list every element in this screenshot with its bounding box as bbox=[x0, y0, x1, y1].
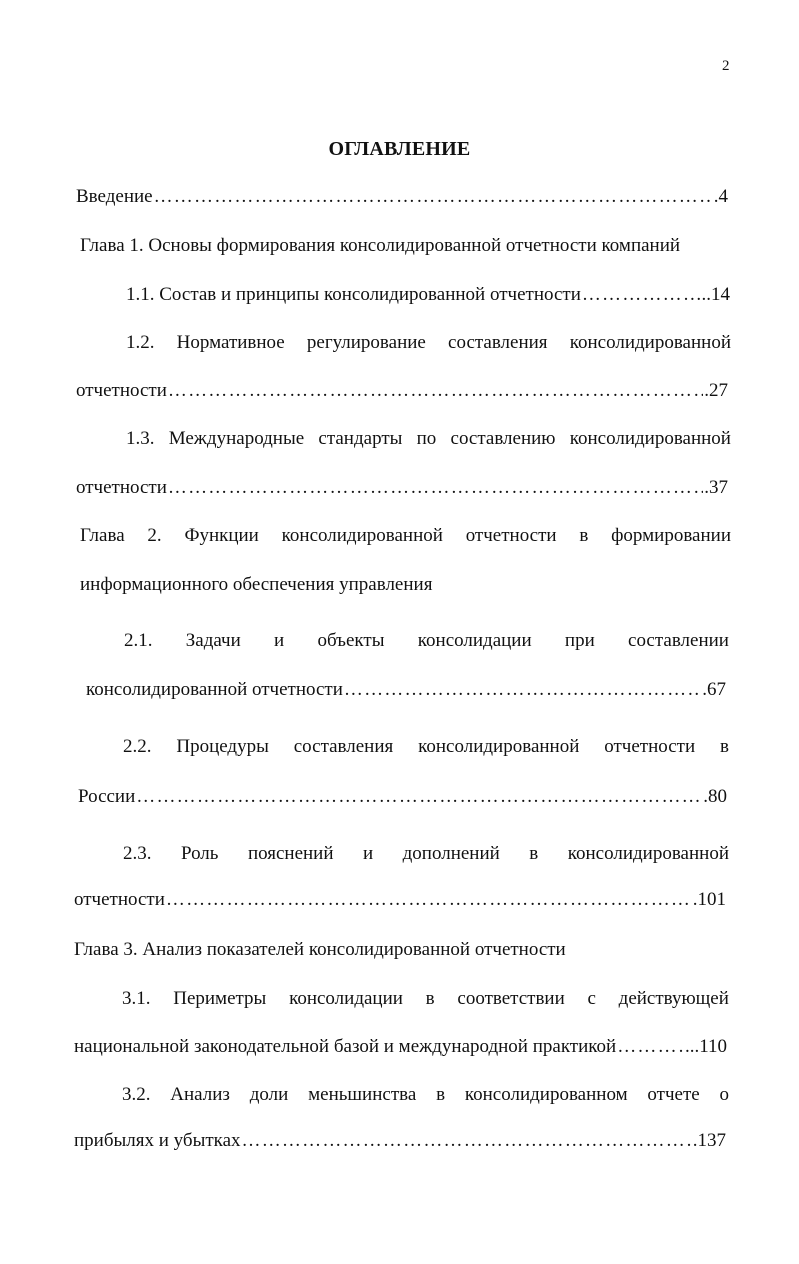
toc-word: консолидированной bbox=[567, 843, 729, 864]
toc-leader-dots bbox=[582, 284, 701, 306]
toc-word: 2.3. bbox=[123, 843, 152, 864]
toc-word: Задачи bbox=[185, 630, 241, 651]
toc-word: меньшинства bbox=[308, 1084, 417, 1105]
toc-word: при bbox=[564, 630, 595, 651]
toc-page-number: .101 bbox=[692, 889, 726, 910]
toc-page-number: .80 bbox=[703, 786, 727, 807]
toc-word: Анализ bbox=[170, 1084, 230, 1105]
toc-page-number: ..14 bbox=[701, 284, 730, 305]
toc-page-number: .27 bbox=[704, 380, 728, 401]
toc-word: 3.1. bbox=[122, 988, 151, 1009]
toc-entry-3-1-line1[interactable] bbox=[122, 988, 729, 1010]
toc-word: 2. bbox=[147, 525, 162, 546]
toc-entry-3-1-line2[interactable] bbox=[74, 1036, 727, 1058]
toc-word: консолидации bbox=[417, 630, 532, 651]
toc-word: 1.3. bbox=[126, 428, 155, 449]
toc-word: соответствии bbox=[457, 988, 565, 1009]
toc-word: консолидации bbox=[289, 988, 403, 1009]
toc-entry-1-1[interactable] bbox=[126, 284, 730, 306]
toc-word: Процедуры bbox=[176, 736, 269, 757]
toc-word: о bbox=[719, 1084, 729, 1105]
toc-entry-2-3-line2[interactable] bbox=[74, 889, 726, 911]
toc-page-number: .4 bbox=[713, 186, 728, 207]
toc-word: отчете bbox=[647, 1084, 700, 1105]
toc-word: в bbox=[529, 843, 539, 864]
toc-word: составлению bbox=[450, 428, 556, 449]
toc-word: дополнений bbox=[402, 843, 500, 864]
toc-word: Нормативное bbox=[176, 332, 285, 353]
toc-entry-2-1-line2[interactable] bbox=[86, 679, 726, 701]
toc-leader-dots bbox=[136, 786, 702, 808]
toc-word: в bbox=[425, 988, 435, 1009]
toc-word: консолидированной bbox=[569, 428, 731, 449]
toc-entry-1-2-line1[interactable] bbox=[126, 332, 731, 354]
toc-leader-dots bbox=[617, 1036, 684, 1058]
toc-label: отчетности bbox=[76, 477, 167, 498]
toc-word: отчетности bbox=[604, 736, 696, 757]
toc-entry-intro[interactable] bbox=[76, 186, 728, 208]
toc-word: Функции bbox=[184, 525, 259, 546]
toc-label: отчетности bbox=[76, 380, 167, 401]
page-title: ОГЛАВЛЕНИЕ bbox=[328, 138, 471, 160]
toc-chapter-3[interactable]: Глава 3. Анализ показателей консолидированной отчетности bbox=[74, 939, 566, 960]
toc-word: 3.2. bbox=[122, 1084, 151, 1105]
toc-label: национальной законодательной базой и международной практикой bbox=[74, 1036, 617, 1057]
toc-word: доли bbox=[249, 1084, 289, 1105]
toc-word: регулирование bbox=[306, 332, 426, 353]
toc-label: прибылях и убытках bbox=[74, 1130, 241, 1151]
toc-word: консолидированной bbox=[281, 525, 443, 546]
toc-word: 2.2. bbox=[123, 736, 152, 757]
toc-word: Глава bbox=[80, 525, 125, 546]
toc-word: и bbox=[274, 630, 285, 651]
toc-word: Периметры bbox=[173, 988, 267, 1009]
toc-word: по bbox=[416, 428, 437, 449]
toc-word: действующей bbox=[618, 988, 729, 1009]
toc-entry-3-2-line2[interactable] bbox=[74, 1130, 726, 1152]
toc-word: Международные bbox=[168, 428, 305, 449]
toc-entry-2-2-line2[interactable] bbox=[78, 786, 727, 808]
toc-entry-2-3-line1[interactable] bbox=[123, 843, 729, 865]
toc-word: консолидированной bbox=[569, 332, 731, 353]
toc-entry-1-2-line2[interactable] bbox=[76, 380, 728, 402]
toc-word: в bbox=[579, 525, 589, 546]
toc-entry-3-2-line1[interactable] bbox=[122, 1084, 729, 1106]
toc-label: отчетности bbox=[74, 889, 165, 910]
toc-word: составления bbox=[448, 332, 548, 353]
toc-word: Роль bbox=[180, 843, 219, 864]
toc-word: консолидированном bbox=[464, 1084, 628, 1105]
toc-chapter-1[interactable]: Глава 1. Основы формирования консолидированной отчетности компаний bbox=[80, 235, 681, 256]
toc-word: стандарты bbox=[318, 428, 403, 449]
toc-leader-dots bbox=[242, 1130, 692, 1152]
toc-leader-dots bbox=[168, 477, 703, 499]
toc-leader-dots bbox=[166, 889, 692, 911]
toc-page-number: .137 bbox=[692, 1130, 726, 1151]
toc-word: и bbox=[363, 843, 374, 864]
page-number: 2 bbox=[722, 58, 730, 74]
toc-leader-dots bbox=[168, 380, 703, 402]
toc-chapter-2-line1[interactable] bbox=[80, 525, 731, 547]
toc-label: России bbox=[78, 786, 136, 807]
toc-label: консолидированной отчетности bbox=[86, 679, 343, 700]
toc-leader-dots bbox=[344, 679, 701, 701]
toc-word: в bbox=[436, 1084, 446, 1105]
toc-word: 1.2. bbox=[126, 332, 155, 353]
toc-entry-2-1-line1[interactable] bbox=[124, 630, 729, 652]
toc-word: в bbox=[720, 736, 729, 757]
toc-word: отчетности bbox=[465, 525, 557, 546]
toc-word: составлении bbox=[628, 630, 729, 651]
toc-word: пояснений bbox=[247, 843, 334, 864]
toc-page-number: .37 bbox=[704, 477, 728, 498]
toc-entry-1-3-line1[interactable] bbox=[126, 428, 731, 450]
toc-word: формировании bbox=[611, 525, 731, 546]
toc-word: составления bbox=[293, 736, 394, 757]
toc-label: 1.1. Состав и принципы консолидированной отчетности bbox=[126, 284, 581, 305]
toc-page-number: ...110 bbox=[684, 1036, 727, 1057]
toc-leader-dots bbox=[154, 186, 713, 208]
toc-page-number: .67 bbox=[702, 679, 726, 700]
toc-word: объекты bbox=[317, 630, 385, 651]
toc-word: консолидированной bbox=[418, 736, 580, 757]
toc-entry-1-3-line2[interactable] bbox=[76, 477, 728, 499]
toc-word: с bbox=[587, 988, 596, 1009]
toc-word: 2.1. bbox=[124, 630, 153, 651]
toc-entry-2-2-line1[interactable] bbox=[123, 736, 729, 758]
toc-chapter-2-line2[interactable]: информационного обеспечения управления bbox=[80, 574, 433, 595]
toc-label: Введение bbox=[76, 186, 153, 207]
